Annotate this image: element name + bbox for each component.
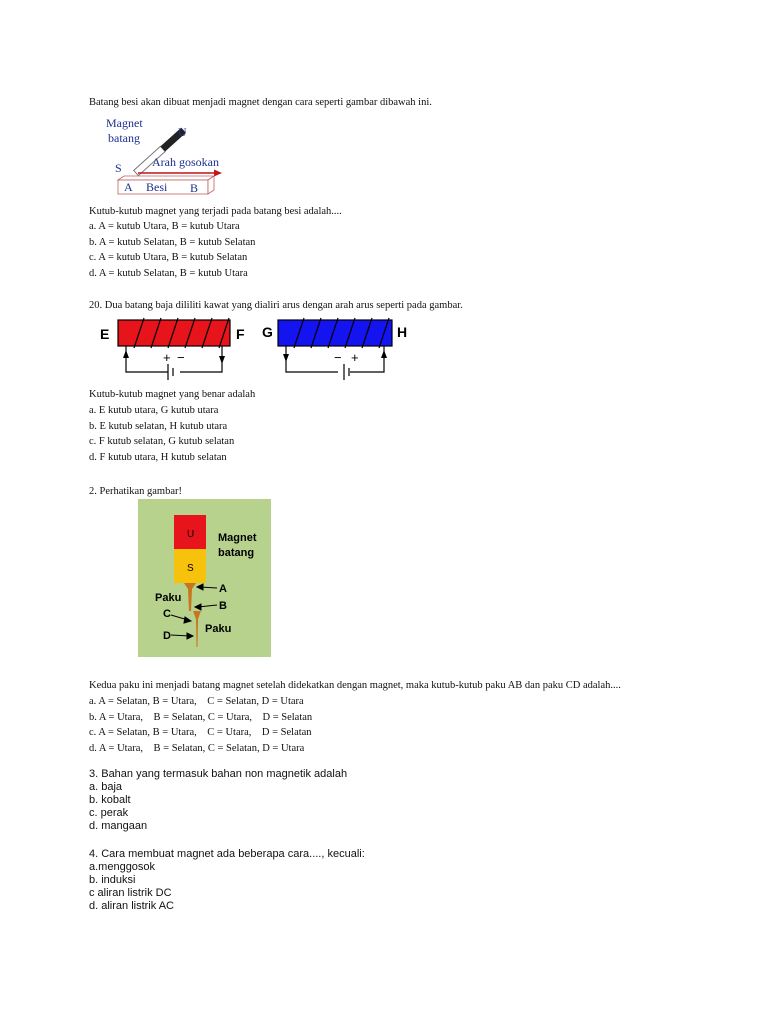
- q20-h-label: H: [397, 324, 408, 340]
- q2-intro: 2. Perhatikan gambar!: [89, 486, 183, 497]
- q2-d-label: D: [163, 630, 171, 642]
- q20-option-d: d. F kutub utara, H kutub selatan: [89, 452, 227, 463]
- q20-figure: [98, 312, 414, 388]
- q1-option-b: b. A = kutub Selatan, B = kutub Selatan: [89, 237, 256, 248]
- q2-paku-label-1: Paku: [155, 592, 182, 604]
- q1-option-a: a. A = kutub Utara, B = kutub Utara: [89, 221, 240, 232]
- q2-figure: [138, 499, 271, 657]
- blue-steel-bar: [278, 320, 392, 346]
- q20-g-label: G: [262, 324, 273, 340]
- q4-question: 4. Cara membuat magnet ada beberapa cara...., kecuali:: [89, 848, 365, 860]
- q1-question: Kutub-kutub magnet yang terjadi pada batang besi adalah....: [89, 206, 342, 217]
- q1-option-d: d. A = kutub Selatan, B = kutub Utara: [89, 268, 248, 279]
- q4-option-b: b. induksi: [89, 874, 136, 886]
- q1-magnet-label-1: Magnet: [106, 116, 143, 130]
- q1-u-label: U: [178, 125, 187, 139]
- q1-a-label: A: [124, 180, 133, 194]
- q20-e-label: E: [100, 326, 110, 342]
- q4-option-d: d. aliran listrik AC: [89, 900, 174, 912]
- q1-intro: Batang besi akan dibuat menjadi magnet dengan cara seperti gambar dibawah ini.: [89, 97, 432, 108]
- q1-figure: [104, 114, 226, 196]
- q2-b-label: B: [219, 600, 227, 612]
- q2-u-label: U: [187, 529, 195, 540]
- q2-option-b: b. A = Utara, B = Selatan, C = Utara, D = Selatan: [89, 712, 313, 723]
- q1-besi-label: Besi: [146, 180, 168, 194]
- q1-b-label: B: [190, 181, 199, 195]
- q3-question: 3. Bahan yang termasuk bahan non magnetik adalah: [89, 768, 348, 780]
- q3-option-d: d. mangaan: [89, 820, 148, 832]
- q4-option-a: a.menggosok: [89, 861, 156, 873]
- q4-option-c: c aliran listrik DC: [89, 887, 172, 899]
- red-steel-bar: [118, 320, 230, 346]
- q2-option-a: a. A = Selatan, B = Utara, C = Selatan, D = Utara: [89, 696, 304, 707]
- q20-option-a: a. E kutub utara, G kutub utara: [89, 405, 219, 416]
- q20-question: Kutub-kutub magnet yang benar adalah: [89, 389, 256, 400]
- q2-option-c: c. A = Selatan, B = Utara, C = Utara, D = Selatan: [89, 727, 312, 738]
- q20-f-label: F: [236, 326, 245, 342]
- q2-paku-label-2: Paku: [205, 623, 232, 635]
- q2-c-label: C: [163, 608, 171, 620]
- q1-option-c: c. A = kutub Utara, B = kutub Selatan: [89, 252, 248, 263]
- q2-option-d: d. A = Utara, B = Selatan, C = Selatan, D = Utara: [89, 743, 305, 754]
- q20-option-b: b. E kutub selatan, H kutub utara: [89, 421, 228, 432]
- svg-text:+: +: [351, 350, 359, 365]
- svg-text:−: −: [177, 350, 185, 365]
- q20-intro: 20. Dua batang baja dililiti kawat yang dialiri arus dengan arah arus seperti pada gambar.: [89, 300, 463, 311]
- q2-s-label: S: [187, 563, 194, 574]
- q2-magnet-label-1: Magnet: [218, 532, 257, 544]
- svg-text:−: −: [334, 350, 342, 365]
- q2-a-label: A: [219, 583, 227, 595]
- q2-magnet-label-2: batang: [218, 547, 255, 559]
- q1-s-label: S: [115, 161, 122, 175]
- q3-option-c: c. perak: [89, 807, 129, 819]
- svg-text:+: +: [163, 350, 171, 365]
- q1-magnet-label-2: batang: [108, 131, 140, 145]
- q20-option-c: c. F kutub selatan, G kutub selatan: [89, 436, 235, 447]
- q3-option-a: a. baja: [89, 781, 123, 793]
- q1-arah-label: Arah gosokan: [152, 155, 219, 169]
- q3-option-b: b. kobalt: [89, 794, 131, 806]
- q2-question: Kedua paku ini menjadi batang magnet setelah didekatkan dengan magnet, maka kutub-kutub paku AB dan paku CD adalah....: [89, 680, 621, 691]
